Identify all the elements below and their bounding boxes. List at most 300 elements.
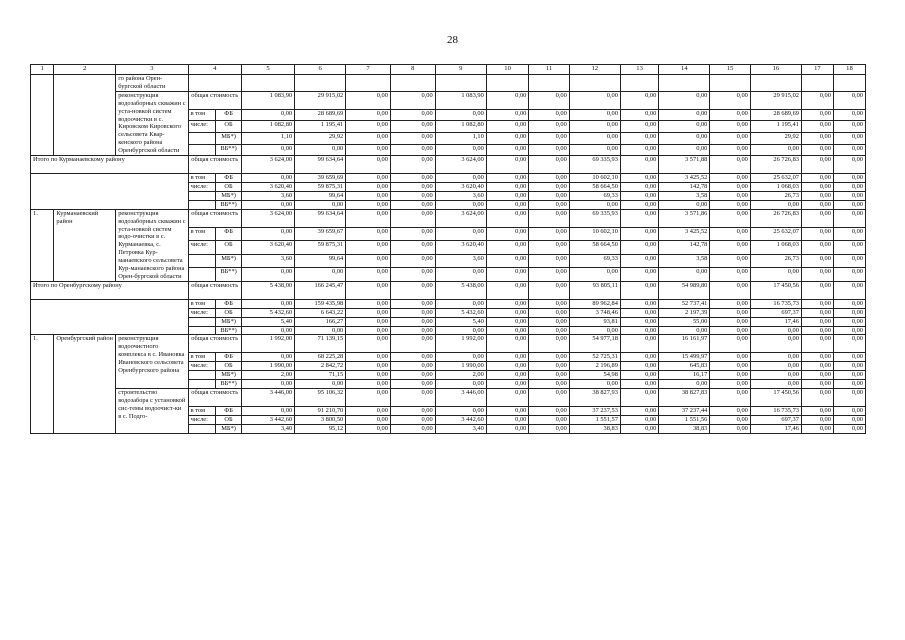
value-cell: 0,00 [710,200,750,209]
value-cell: 0,00 [346,299,391,308]
value-cell: 10 602,10 [569,227,620,241]
value-cell: 1 992,00 [435,335,486,353]
funding-source: ВБ**) [216,326,242,335]
value-cell: 59 875,31 [295,241,346,255]
value-cell: 0,00 [529,308,569,317]
value-cell: 0,00 [241,407,294,416]
value-cell: 0,00 [390,268,435,282]
value-cell: 1 195,41 [750,121,801,133]
value-cell: 0,00 [486,227,529,241]
value-cell: 0,00 [241,227,294,241]
value-cell: 0,00 [710,109,750,121]
value-cell: 0,00 [390,407,435,416]
value-cell: 1,10 [435,132,486,144]
value-cell: 3,60 [241,254,294,268]
funding-source: ФБ [216,407,242,416]
value-cell: 0,00 [346,209,391,227]
value-cell: 0,00 [620,335,658,353]
value-cell: 0,00 [620,191,658,200]
value-cell: 0,00 [620,299,658,308]
column-header: 7 [346,65,391,75]
value-cell: 0,00 [801,308,833,317]
value-cell: 0,00 [710,308,750,317]
value-cell: 99,64 [295,191,346,200]
value-cell: 0,00 [486,144,529,156]
value-cell: 3 446,00 [241,389,294,407]
value-cell: 1 082,80 [435,121,486,133]
column-header: 17 [801,65,833,75]
value-cell: 1 195,41 [295,121,346,133]
value-cell: 0,00 [569,326,620,335]
value-cell [435,75,486,92]
value-cell: 0,00 [833,132,865,144]
value-cell: 59 875,31 [295,182,346,191]
value-cell: 0,00 [801,268,833,282]
column-header: 4 [188,65,241,75]
value-cell: 0,00 [833,191,865,200]
value-cell: 52 737,41 [659,299,710,308]
incl-label: в том [188,227,216,241]
value-cell [241,75,294,92]
value-cell: 58 664,50 [569,182,620,191]
value-cell: 58 664,50 [569,241,620,255]
value-cell: 0,00 [346,200,391,209]
value-cell: 0,00 [435,299,486,308]
value-cell: 0,00 [801,241,833,255]
value-cell [833,75,865,92]
value-cell: 0,00 [486,268,529,282]
value-cell: 0,00 [833,241,865,255]
value-cell: 0,00 [801,156,833,174]
value-cell: 26,73 [750,191,801,200]
value-cell: 2 196,89 [569,362,620,371]
incl-label: в том [188,299,216,308]
value-cell: 0,00 [529,389,569,407]
value-cell: 0,00 [833,371,865,380]
value-cell: 0,00 [833,200,865,209]
table-row [31,91,866,109]
value-cell: 0,00 [346,144,391,156]
value-cell [620,75,658,92]
value-cell: 99 634,64 [295,156,346,174]
value-cell: 0,00 [801,416,833,425]
value-cell: 0,00 [346,132,391,144]
table-row [31,335,866,353]
value-cell: 0,00 [659,200,710,209]
district-total-label: Итого по Оренбургскому району [31,281,189,299]
district-name: Оренбургский район [54,335,116,433]
value-cell: 142,78 [659,182,710,191]
table-row [31,389,866,407]
funding-source: МБ*) [216,317,242,326]
value-cell: 0,00 [710,191,750,200]
value-cell: 0,00 [390,389,435,407]
item-number: 1. [31,209,54,281]
value-cell: 0,00 [710,326,750,335]
value-cell: 0,00 [801,200,833,209]
value-cell: 0,00 [620,144,658,156]
value-cell: 0,00 [801,353,833,362]
value-cell: 0,00 [801,317,833,326]
value-cell: 0,00 [710,317,750,326]
value-cell: 0,00 [833,299,865,308]
value-cell: 0,00 [529,132,569,144]
value-cell: 0,00 [390,353,435,362]
value-cell: 3 446,00 [435,389,486,407]
value-cell: 0,00 [801,182,833,191]
value-cell: 3,60 [435,254,486,268]
value-cell: 0,00 [801,407,833,416]
value-cell: 0,00 [486,182,529,191]
incl-label: в том [188,353,216,362]
value-cell: 3,58 [659,191,710,200]
value-cell: 0,00 [390,144,435,156]
value-cell: 166,27 [295,317,346,326]
value-cell: 17,46 [750,424,801,433]
value-cell: 0,00 [620,156,658,174]
value-cell: 25 632,07 [750,227,801,241]
incl-label [188,132,216,144]
value-cell: 159 435,98 [295,299,346,308]
value-cell: 25 632,07 [750,174,801,183]
value-cell: 0,00 [833,144,865,156]
value-cell: 0,00 [486,200,529,209]
value-cell: 0,00 [801,335,833,353]
value-cell: 2,00 [241,371,294,380]
total-cost-label: общая стоимость [188,281,241,299]
value-cell: 0,00 [620,241,658,255]
total-cost-label: общая стоимость [188,91,241,109]
value-cell: 0,00 [569,144,620,156]
value-cell: 2 197,39 [659,308,710,317]
value-cell: 5 432,60 [241,308,294,317]
value-cell: 0,00 [620,182,658,191]
value-cell: 1 068,03 [750,241,801,255]
value-cell: 0,00 [346,268,391,282]
value-cell: 69 335,93 [569,156,620,174]
value-cell: 0,00 [801,174,833,183]
value-cell: 0,00 [710,389,750,407]
value-cell: 52 725,31 [569,353,620,362]
value-cell: 0,00 [486,407,529,416]
value-cell: 0,00 [569,109,620,121]
value-cell: 5,40 [435,317,486,326]
value-cell: 0,00 [710,299,750,308]
value-cell: 0,00 [710,132,750,144]
value-cell: 0,00 [241,326,294,335]
value-cell: 3 624,00 [241,209,294,227]
value-cell: 0,00 [435,380,486,389]
value-cell [801,75,833,92]
value-cell: 1 992,00 [241,335,294,353]
value-cell: 1 083,90 [241,91,294,109]
value-cell: 0,00 [529,182,569,191]
value-cell: 0,00 [750,200,801,209]
value-cell: 0,00 [529,371,569,380]
value-cell: 5 432,60 [435,308,486,317]
funding-source: ФБ [216,174,242,183]
value-cell: 0,00 [435,227,486,241]
funding-source: МБ*) [216,371,242,380]
value-cell: 3 624,00 [435,156,486,174]
column-header: 5 [241,65,294,75]
column-header: 11 [529,65,569,75]
value-cell: 0,00 [569,268,620,282]
incl-label: в том [188,109,216,121]
funding-source: ФБ [216,353,242,362]
value-cell: 0,00 [569,91,620,109]
value-cell: 0,00 [295,268,346,282]
value-cell: 0,00 [486,326,529,335]
value-cell: 93,81 [569,317,620,326]
value-cell: 0,00 [346,407,391,416]
value-cell: 0,00 [801,109,833,121]
value-cell [659,75,710,92]
value-cell: 0,00 [710,227,750,241]
value-cell: 0,00 [486,281,529,299]
value-cell: 0,00 [486,121,529,133]
value-cell: 3 571,86 [659,209,710,227]
value-cell: 0,00 [620,416,658,425]
value-cell: 0,00 [750,380,801,389]
value-cell: 0,00 [801,424,833,433]
column-header: 14 [659,65,710,75]
value-cell: 0,00 [710,335,750,353]
value-cell: 29,92 [750,132,801,144]
incl-label: числе: [188,182,216,191]
incl-label [188,371,216,380]
value-cell: 0,00 [801,371,833,380]
value-cell: 0,00 [346,281,391,299]
value-cell: 0,00 [529,121,569,133]
value-cell: 0,00 [529,380,569,389]
incl-label [188,317,216,326]
value-cell: 29 915,02 [295,91,346,109]
value-cell: 5,40 [241,317,294,326]
column-header: 18 [833,65,865,75]
value-cell: 0,00 [346,241,391,255]
value-cell: 0,00 [833,389,865,407]
value-cell: 0,00 [659,109,710,121]
value-cell: 0,00 [486,380,529,389]
value-cell: 6 643,22 [295,308,346,317]
funding-table [30,64,866,434]
blank-cell [31,299,189,335]
table-row [31,299,866,308]
value-cell: 0,00 [620,326,658,335]
value-cell: 0,00 [241,353,294,362]
value-cell: 0,00 [833,308,865,317]
value-cell: 0,00 [390,424,435,433]
table-row [31,174,866,183]
value-cell: 0,00 [486,254,529,268]
column-header: 15 [710,65,750,75]
incl-label [188,380,216,389]
incl-label [188,144,216,156]
value-cell: 3 442,60 [241,416,294,425]
value-cell: 0,00 [620,362,658,371]
value-cell: 0,00 [346,91,391,109]
value-cell: 1 990,00 [435,362,486,371]
project-description: реконструкция водоочистного комплекса в с. Ивановка Ивановского сельсовета Оренбургского района [116,335,188,389]
item-number [31,75,54,156]
value-cell: 3,60 [435,191,486,200]
value-cell: 0,00 [620,317,658,326]
value-cell: 3 800,50 [295,416,346,425]
value-cell: 3 425,52 [659,174,710,183]
value-cell: 0,00 [390,132,435,144]
value-cell: 0,00 [390,326,435,335]
column-header: 8 [390,65,435,75]
value-cell: 15 499,97 [659,353,710,362]
value-cell: 0,00 [833,407,865,416]
value-cell: 3 620,40 [435,182,486,191]
funding-source: ОБ [216,416,242,425]
value-cell: 0,00 [801,91,833,109]
value-cell: 0,00 [295,380,346,389]
value-cell: 0,00 [390,227,435,241]
value-cell: 0,00 [529,416,569,425]
value-cell: 93 805,11 [569,281,620,299]
value-cell: 0,00 [346,227,391,241]
value-cell [295,75,346,92]
value-cell: 0,00 [486,317,529,326]
value-cell: 0,00 [486,353,529,362]
value-cell: 38,83 [659,424,710,433]
value-cell [569,75,620,92]
value-cell: 0,00 [620,109,658,121]
value-cell: 0,00 [529,299,569,308]
value-cell: 0,00 [750,362,801,371]
column-header: 2 [54,65,116,75]
incl-label: числе: [188,416,216,425]
column-header: 9 [435,65,486,75]
value-cell: 697,37 [750,308,801,317]
value-cell: 0,00 [435,109,486,121]
value-cell: 0,00 [710,174,750,183]
funding-source: ФБ [216,109,242,121]
value-cell: 26,73 [750,254,801,268]
value-cell: 0,00 [710,182,750,191]
value-cell: 0,00 [346,254,391,268]
total-cost-label: общая стоимость [188,156,241,174]
value-cell: 0,00 [833,362,865,371]
header-row [31,65,866,75]
value-cell: 54,98 [569,371,620,380]
value-cell: 0,00 [801,362,833,371]
value-cell: 0,00 [346,156,391,174]
funding-source: МБ*) [216,424,242,433]
value-cell: 0,00 [390,156,435,174]
value-cell: 0,00 [486,371,529,380]
funding-source: МБ*) [216,254,242,268]
incl-label [188,268,216,282]
value-cell: 0,00 [833,416,865,425]
value-cell: 0,00 [529,353,569,362]
value-cell: 0,00 [620,227,658,241]
funding-source: ОБ [216,121,242,133]
value-cell: 99,64 [295,254,346,268]
value-cell: 17 450,56 [750,389,801,407]
value-cell: 0,00 [346,317,391,326]
value-cell: 1 082,80 [241,121,294,133]
value-cell: 0,00 [390,182,435,191]
value-cell: 0,00 [486,416,529,425]
value-cell: 0,00 [390,371,435,380]
value-cell: 0,00 [529,91,569,109]
value-cell: 39 659,67 [295,227,346,241]
funding-source: ВБ**) [216,268,242,282]
value-cell: 0,00 [833,209,865,227]
incl-label [188,200,216,209]
value-cell: 37 237,53 [569,407,620,416]
value-cell: 0,00 [486,241,529,255]
value-cell: 0,00 [390,191,435,200]
value-cell: 0,00 [659,326,710,335]
funding-source: ОБ [216,182,242,191]
value-cell: 16 735,73 [750,407,801,416]
value-cell: 0,00 [569,132,620,144]
value-cell: 0,00 [529,109,569,121]
value-cell: 1 551,56 [659,416,710,425]
value-cell: 0,00 [710,156,750,174]
value-cell: 0,00 [620,174,658,183]
value-cell: 0,00 [710,371,750,380]
value-cell: 0,00 [620,308,658,317]
value-cell: 0,00 [529,268,569,282]
value-cell: 95,12 [295,424,346,433]
value-cell: 0,00 [710,407,750,416]
value-cell: 26 726,83 [750,209,801,227]
funding-source: МБ*) [216,191,242,200]
value-cell: 0,00 [529,191,569,200]
value-cell: 0,00 [486,174,529,183]
value-cell: 0,00 [346,191,391,200]
total-cost-label: общая стоимость [188,335,241,353]
value-cell: 3,60 [241,191,294,200]
value-cell: 69,33 [569,191,620,200]
value-cell: 3,40 [241,424,294,433]
value-cell: 0,00 [529,317,569,326]
value-cell: 0,00 [620,389,658,407]
value-cell: 0,00 [833,353,865,362]
blank-cell [31,174,189,210]
value-cell: 3 620,40 [241,241,294,255]
district-total-label: Итого по Курманаевскому району [31,156,189,174]
value-cell: 0,00 [346,109,391,121]
value-cell: 0,00 [710,353,750,362]
value-cell: 0,00 [486,91,529,109]
value-cell: 3,40 [435,424,486,433]
value-cell: 0,00 [435,174,486,183]
value-cell: 99 634,64 [295,209,346,227]
value-cell: 0,00 [390,317,435,326]
value-cell: 0,00 [710,254,750,268]
value-cell: 0,00 [833,317,865,326]
value-cell: 3 571,88 [659,156,710,174]
value-cell: 0,00 [620,268,658,282]
value-cell: 55,00 [659,317,710,326]
value-cell: 0,00 [801,380,833,389]
funding-source: ОБ [216,362,242,371]
value-cell: 0,00 [710,380,750,389]
value-cell: 0,00 [620,353,658,362]
value-cell: 3 748,46 [569,308,620,317]
value-cell: 0,00 [750,353,801,362]
value-cell: 0,00 [801,144,833,156]
value-cell: 71,15 [295,371,346,380]
value-cell [346,75,391,92]
